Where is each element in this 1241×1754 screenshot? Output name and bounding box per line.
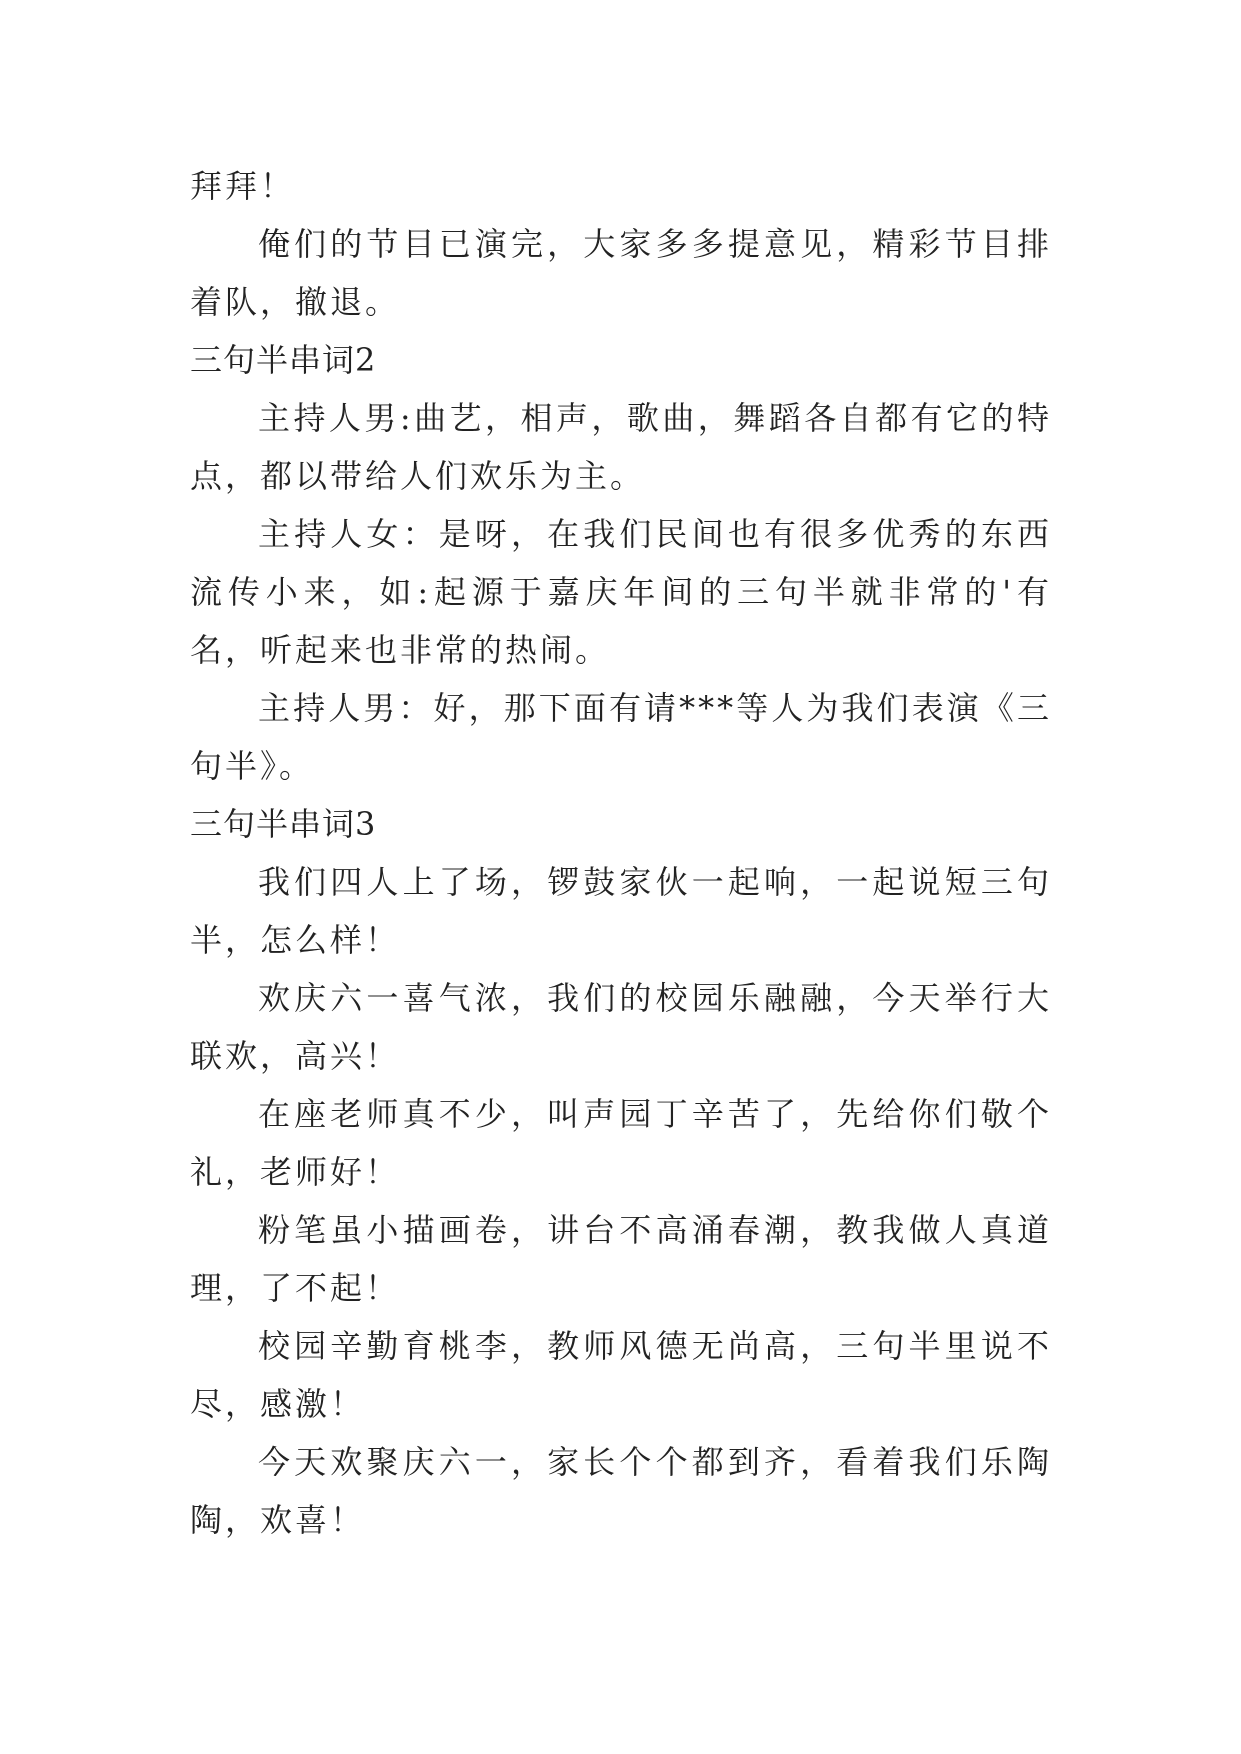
document-body — [190, 157, 1052, 1549]
verse-gratitude: 校园辛勤育桃李，教师风德无尚高，三句半里说不尽，感激！ — [190, 1327, 1052, 1423]
verse-opening: 我们四人上了场，锣鼓家伙一起响，一起说短三句半，怎么样！ — [190, 863, 1052, 959]
section-heading-2: 三句半串词2 — [190, 341, 377, 379]
verse-teachers: 在座老师真不少，叫声园丁辛苦了，先给你们敬个礼，老师好！ — [190, 1095, 1052, 1191]
verse-parents: 今天欢聚庆六一，家长个个都到齐，看着我们乐陶陶，欢喜！ — [190, 1443, 1052, 1539]
paragraph-host-male-1: 主持人男:曲艺，相声，歌曲，舞蹈各自都有它的特点，都以带给人们欢乐为主。 — [190, 399, 1052, 495]
verse-chalk: 粉笔虽小描画卷，讲台不高涌春潮，教我做人真道理，了不起！ — [190, 1211, 1052, 1307]
paragraph-closing: 拜拜！ — [190, 167, 296, 205]
verse-celebration: 欢庆六一喜气浓，我们的校园乐融融，今天举行大联欢，高兴！ — [190, 979, 1052, 1075]
paragraph-host-female: 主持人女：是呀，在我们民间也有很多优秀的东西流传小来，如:起源于嘉庆年间的三句半就非常的'有名，听起来也非常的热闹。 — [190, 515, 1052, 669]
paragraph-host-male-2: 主持人男：好，那下面有请***等人为我们表演《三句半》。 — [190, 689, 1052, 785]
section-heading-3: 三句半串词3 — [190, 805, 377, 843]
paragraph-ending-lines: 俺们的节目已演完，大家多多提意见，精彩节目排着队，撤退。 — [190, 225, 1052, 321]
